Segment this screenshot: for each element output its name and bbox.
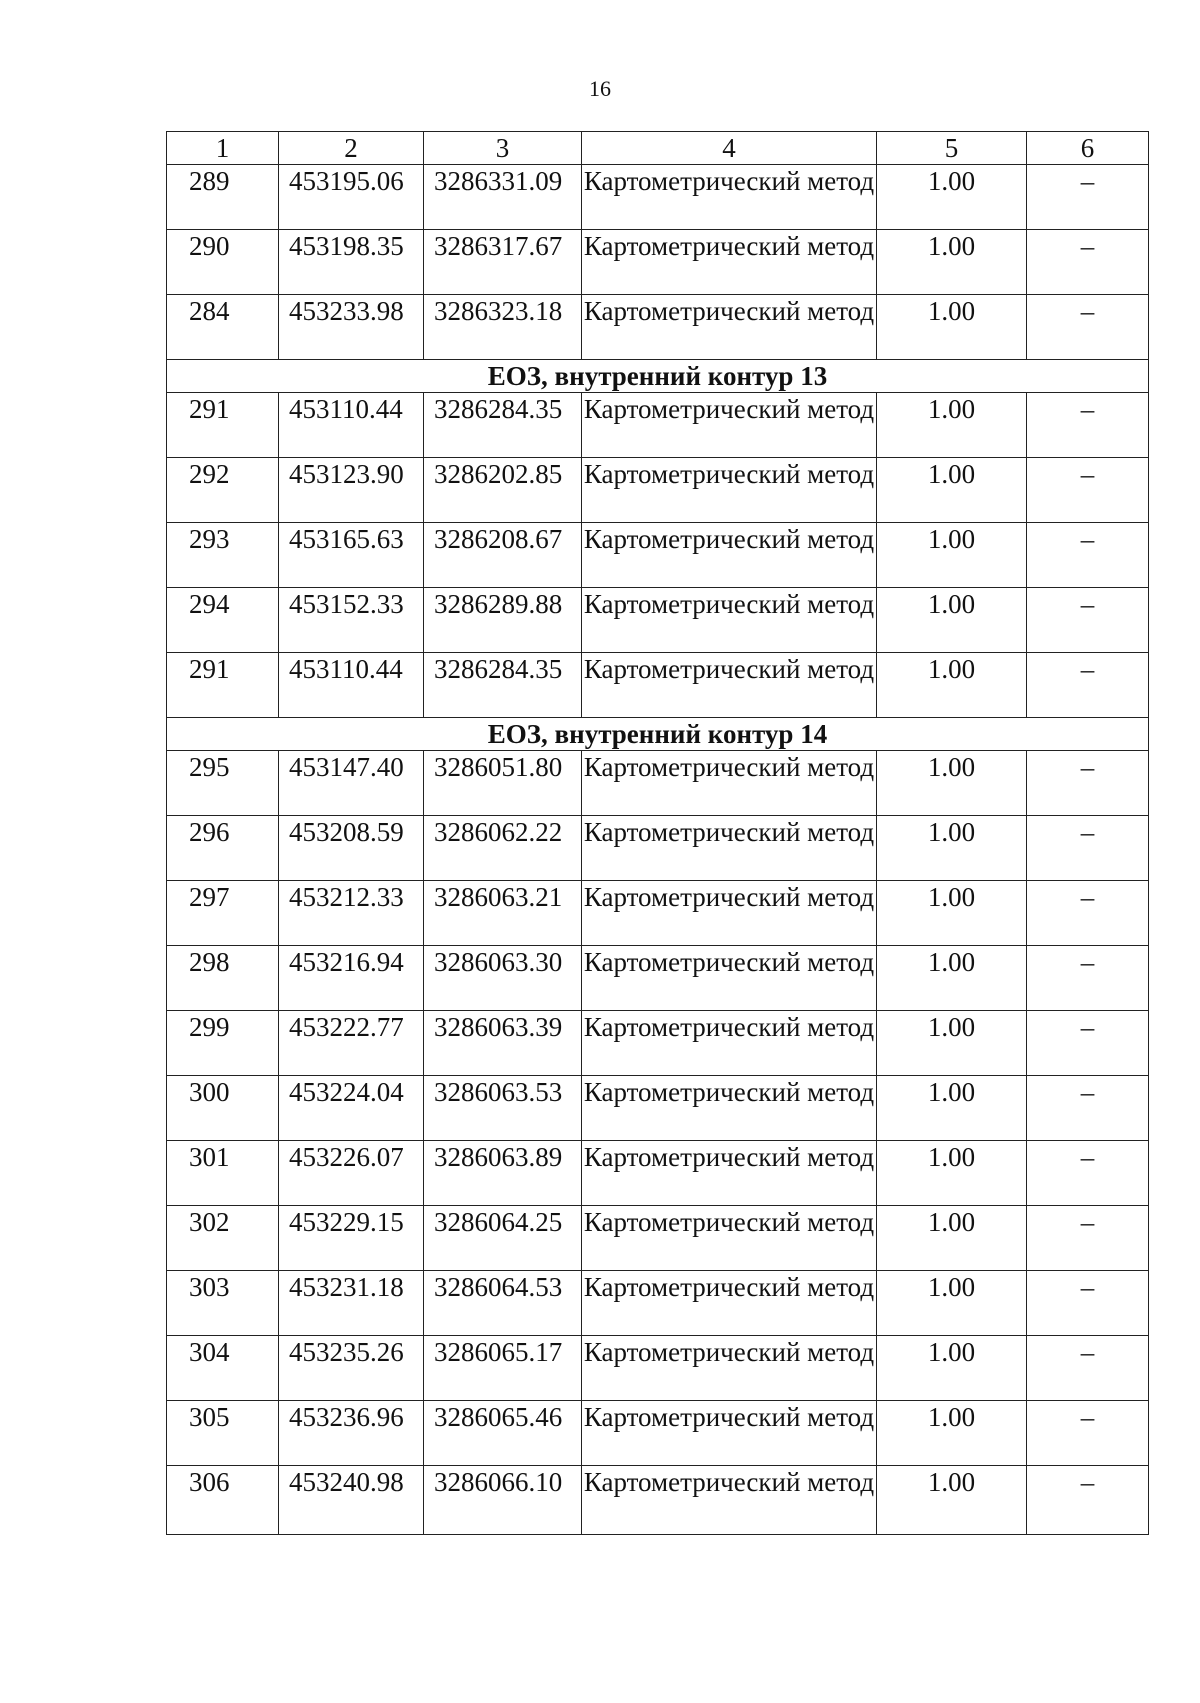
section-header-row <box>167 360 1149 393</box>
x-coordinate-cell: 453165.63 <box>279 523 424 588</box>
point-number-cell: 301 <box>167 1141 279 1206</box>
table-row <box>167 1011 1149 1076</box>
y-coordinate-cell: 3286062.22 <box>424 816 582 881</box>
y-coordinate-cell: 3286063.30 <box>424 946 582 1011</box>
accuracy-cell: 1.00 <box>877 393 1027 458</box>
method-cell: Картометрический метод <box>582 1401 877 1466</box>
x-coordinate-cell: 453147.40 <box>279 751 424 816</box>
point-number-cell: 300 <box>167 1076 279 1141</box>
table-header-row <box>167 132 1149 165</box>
y-coordinate-cell: 3286065.46 <box>424 1401 582 1466</box>
accuracy-cell: 1.00 <box>877 881 1027 946</box>
note-cell: – <box>1027 458 1149 523</box>
note-cell: – <box>1027 1141 1149 1206</box>
method-cell: Картометрический метод <box>582 523 877 588</box>
note-cell: – <box>1027 653 1149 718</box>
note-cell: – <box>1027 881 1149 946</box>
note-cell: – <box>1027 946 1149 1011</box>
accuracy-cell: 1.00 <box>877 1141 1027 1206</box>
column-header: 4 <box>582 132 877 165</box>
y-coordinate-cell: 3286331.09 <box>424 165 582 230</box>
column-header: 3 <box>424 132 582 165</box>
column-header: 6 <box>1027 132 1149 165</box>
accuracy-cell: 1.00 <box>877 751 1027 816</box>
accuracy-cell: 1.00 <box>877 230 1027 295</box>
x-coordinate-cell: 453236.96 <box>279 1401 424 1466</box>
table-row <box>167 393 1149 458</box>
y-coordinate-cell: 3286202.85 <box>424 458 582 523</box>
point-number-cell: 284 <box>167 295 279 360</box>
note-cell: – <box>1027 751 1149 816</box>
method-cell: Картометрический метод <box>582 230 877 295</box>
accuracy-cell: 1.00 <box>877 295 1027 360</box>
note-cell: – <box>1027 393 1149 458</box>
y-coordinate-cell: 3286063.21 <box>424 881 582 946</box>
x-coordinate-cell: 453229.15 <box>279 1206 424 1271</box>
table-row <box>167 946 1149 1011</box>
table-row <box>167 230 1149 295</box>
point-number-cell: 296 <box>167 816 279 881</box>
table-row <box>167 1076 1149 1141</box>
table-row <box>167 295 1149 360</box>
table-row <box>167 1466 1149 1535</box>
accuracy-cell: 1.00 <box>877 458 1027 523</box>
x-coordinate-cell: 453224.04 <box>279 1076 424 1141</box>
point-number-cell: 295 <box>167 751 279 816</box>
accuracy-cell: 1.00 <box>877 816 1027 881</box>
point-number-cell: 294 <box>167 588 279 653</box>
note-cell: – <box>1027 1011 1149 1076</box>
y-coordinate-cell: 3286323.18 <box>424 295 582 360</box>
table-row <box>167 1336 1149 1401</box>
method-cell: Картометрический метод <box>582 458 877 523</box>
table-row <box>167 816 1149 881</box>
table-row <box>167 588 1149 653</box>
x-coordinate-cell: 453208.59 <box>279 816 424 881</box>
method-cell: Картометрический метод <box>582 653 877 718</box>
y-coordinate-cell: 3286063.53 <box>424 1076 582 1141</box>
table-row <box>167 1271 1149 1336</box>
y-coordinate-cell: 3286317.67 <box>424 230 582 295</box>
method-cell: Картометрический метод <box>582 1466 877 1535</box>
accuracy-cell: 1.00 <box>877 1076 1027 1141</box>
table-row <box>167 458 1149 523</box>
x-coordinate-cell: 453110.44 <box>279 393 424 458</box>
point-number-cell: 293 <box>167 523 279 588</box>
point-number-cell: 299 <box>167 1011 279 1076</box>
note-cell: – <box>1027 523 1149 588</box>
table-row <box>167 523 1149 588</box>
method-cell: Картометрический метод <box>582 393 877 458</box>
method-cell: Картометрический метод <box>582 1141 877 1206</box>
note-cell: – <box>1027 165 1149 230</box>
table-row <box>167 165 1149 230</box>
method-cell: Картометрический метод <box>582 1336 877 1401</box>
point-number-cell: 303 <box>167 1271 279 1336</box>
point-number-cell: 290 <box>167 230 279 295</box>
table-row <box>167 751 1149 816</box>
section-title: ЕОЗ, внутренний контур 14 <box>167 718 1149 751</box>
y-coordinate-cell: 3286064.25 <box>424 1206 582 1271</box>
point-number-cell: 298 <box>167 946 279 1011</box>
note-cell: – <box>1027 1206 1149 1271</box>
point-number-cell: 306 <box>167 1466 279 1535</box>
x-coordinate-cell: 453195.06 <box>279 165 424 230</box>
point-number-cell: 291 <box>167 653 279 718</box>
point-number-cell: 292 <box>167 458 279 523</box>
x-coordinate-cell: 453222.77 <box>279 1011 424 1076</box>
table-row <box>167 1141 1149 1206</box>
table-row <box>167 1401 1149 1466</box>
y-coordinate-cell: 3286289.88 <box>424 588 582 653</box>
x-coordinate-cell: 453235.26 <box>279 1336 424 1401</box>
method-cell: Картометрический метод <box>582 295 877 360</box>
x-coordinate-cell: 453198.35 <box>279 230 424 295</box>
y-coordinate-cell: 3286208.67 <box>424 523 582 588</box>
point-number-cell: 289 <box>167 165 279 230</box>
x-coordinate-cell: 453240.98 <box>279 1466 424 1535</box>
method-cell: Картометрический метод <box>582 1011 877 1076</box>
note-cell: – <box>1027 295 1149 360</box>
accuracy-cell: 1.00 <box>877 1206 1027 1271</box>
x-coordinate-cell: 453216.94 <box>279 946 424 1011</box>
point-number-cell: 291 <box>167 393 279 458</box>
method-cell: Картометрический метод <box>582 946 877 1011</box>
accuracy-cell: 1.00 <box>877 1011 1027 1076</box>
method-cell: Картометрический метод <box>582 1206 877 1271</box>
column-header: 2 <box>279 132 424 165</box>
note-cell: – <box>1027 230 1149 295</box>
column-header: 1 <box>167 132 279 165</box>
x-coordinate-cell: 453231.18 <box>279 1271 424 1336</box>
method-cell: Картометрический метод <box>582 881 877 946</box>
y-coordinate-cell: 3286284.35 <box>424 393 582 458</box>
y-coordinate-cell: 3286066.10 <box>424 1466 582 1535</box>
accuracy-cell: 1.00 <box>877 165 1027 230</box>
method-cell: Картометрический метод <box>582 751 877 816</box>
point-number-cell: 305 <box>167 1401 279 1466</box>
x-coordinate-cell: 453110.44 <box>279 653 424 718</box>
point-number-cell: 297 <box>167 881 279 946</box>
method-cell: Картометрический метод <box>582 816 877 881</box>
note-cell: – <box>1027 1271 1149 1336</box>
note-cell: – <box>1027 588 1149 653</box>
note-cell: – <box>1027 1401 1149 1466</box>
column-header: 5 <box>877 132 1027 165</box>
y-coordinate-cell: 3286051.80 <box>424 751 582 816</box>
coordinates-table <box>166 131 1149 1535</box>
coordinates-table-body <box>167 132 1149 1535</box>
method-cell: Картометрический метод <box>582 1076 877 1141</box>
method-cell: Картометрический метод <box>582 1271 877 1336</box>
point-number-cell: 302 <box>167 1206 279 1271</box>
section-title: ЕОЗ, внутренний контур 13 <box>167 360 1149 393</box>
accuracy-cell: 1.00 <box>877 946 1027 1011</box>
note-cell: – <box>1027 816 1149 881</box>
method-cell: Картометрический метод <box>582 165 877 230</box>
table-row <box>167 1206 1149 1271</box>
point-number-cell: 304 <box>167 1336 279 1401</box>
x-coordinate-cell: 453233.98 <box>279 295 424 360</box>
accuracy-cell: 1.00 <box>877 1401 1027 1466</box>
note-cell: – <box>1027 1076 1149 1141</box>
note-cell: – <box>1027 1336 1149 1401</box>
y-coordinate-cell: 3286064.53 <box>424 1271 582 1336</box>
y-coordinate-cell: 3286063.89 <box>424 1141 582 1206</box>
table-row <box>167 653 1149 718</box>
accuracy-cell: 1.00 <box>877 1271 1027 1336</box>
page-number: 16 <box>589 76 611 101</box>
method-cell: Картометрический метод <box>582 588 877 653</box>
accuracy-cell: 1.00 <box>877 588 1027 653</box>
x-coordinate-cell: 453152.33 <box>279 588 424 653</box>
x-coordinate-cell: 453123.90 <box>279 458 424 523</box>
table-row <box>167 881 1149 946</box>
note-cell: – <box>1027 1466 1149 1535</box>
accuracy-cell: 1.00 <box>877 523 1027 588</box>
accuracy-cell: 1.00 <box>877 1466 1027 1535</box>
y-coordinate-cell: 3286284.35 <box>424 653 582 718</box>
x-coordinate-cell: 453212.33 <box>279 881 424 946</box>
y-coordinate-cell: 3286065.17 <box>424 1336 582 1401</box>
accuracy-cell: 1.00 <box>877 1336 1027 1401</box>
accuracy-cell: 1.00 <box>877 653 1027 718</box>
x-coordinate-cell: 453226.07 <box>279 1141 424 1206</box>
y-coordinate-cell: 3286063.39 <box>424 1011 582 1076</box>
section-header-row <box>167 718 1149 751</box>
